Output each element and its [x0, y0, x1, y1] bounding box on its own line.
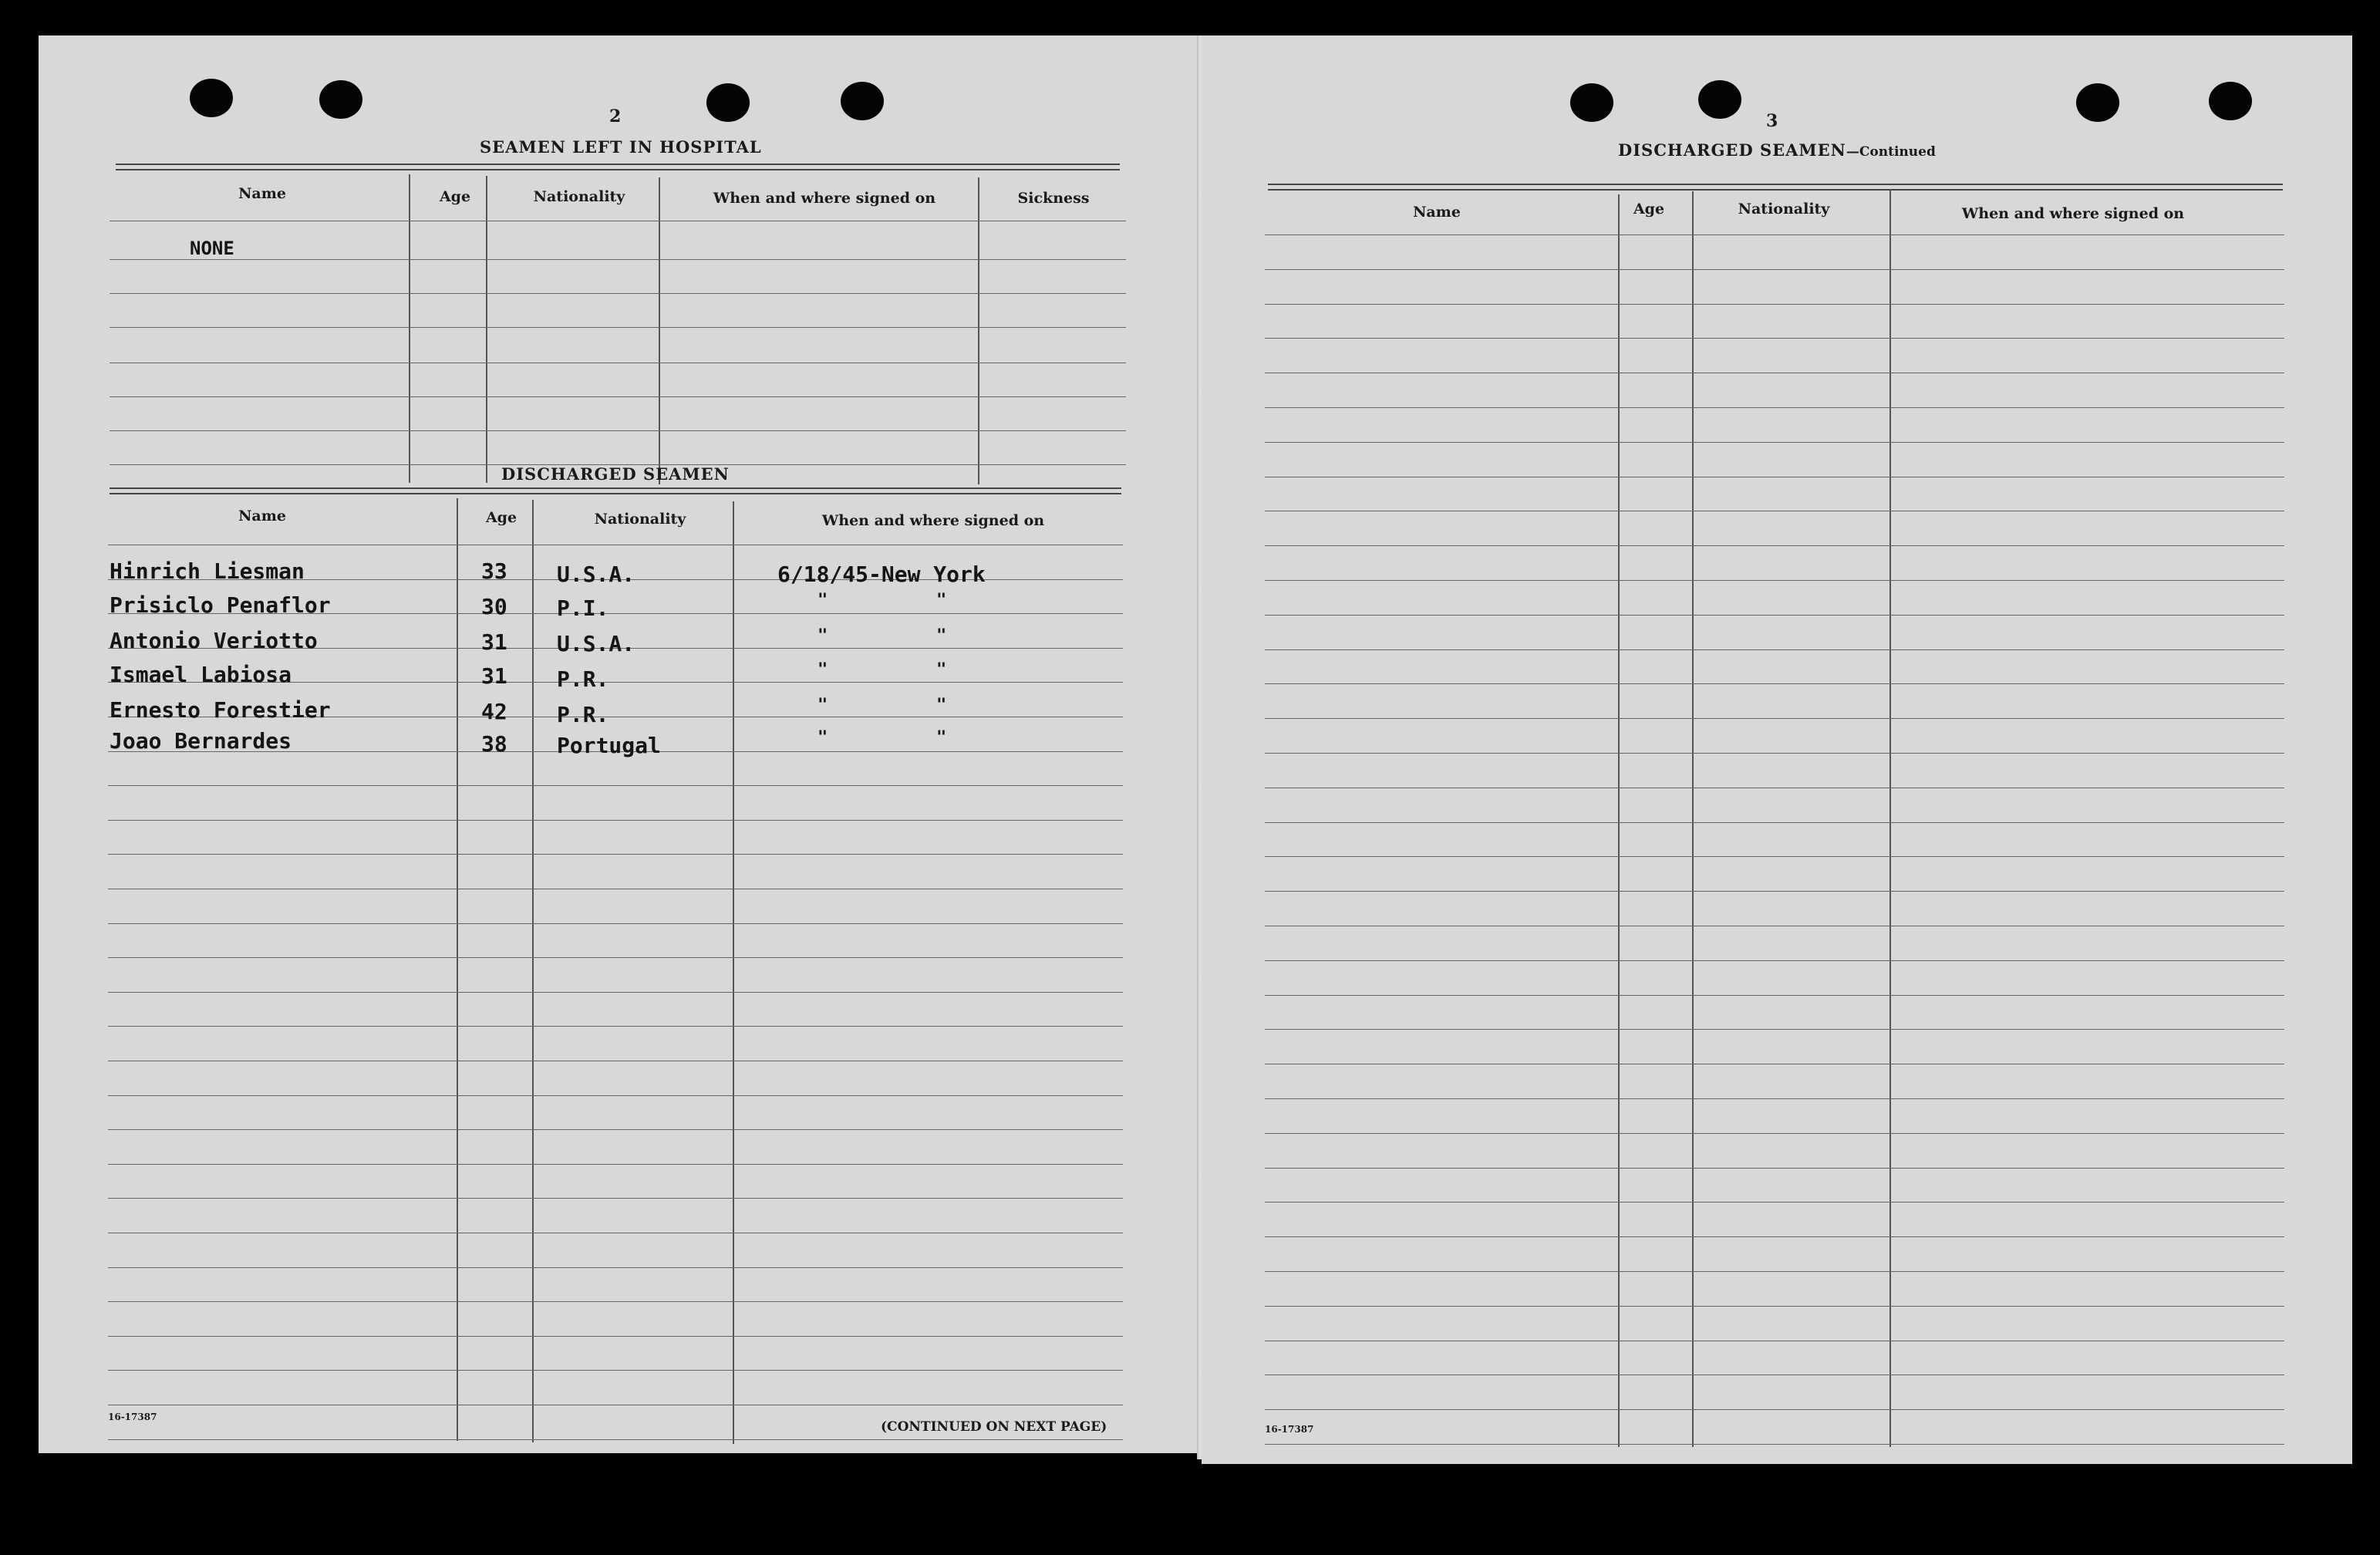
- ditto-mark: ": [936, 626, 947, 646]
- column-header-name: Name: [238, 185, 286, 202]
- hospital-section-title: SEAMEN LEFT IN HOSPITAL: [480, 137, 762, 157]
- column-header-age: Age: [439, 188, 471, 205]
- seaman-nationality: Portugal: [557, 733, 661, 758]
- seaman-name: Joao Bernardes: [110, 728, 292, 754]
- title-text: DISCHARGED SEAMEN: [1618, 140, 1846, 160]
- ruled-line: [1265, 1098, 2284, 1099]
- punch-hole: [2209, 82, 2252, 120]
- seaman-age: 33: [481, 558, 507, 584]
- ruled-line: [108, 1198, 1123, 1199]
- column-divider: [978, 177, 979, 484]
- seaman-name: Hinrich Liesman: [110, 558, 305, 584]
- column-header-sickness: Sickness: [1017, 190, 1090, 207]
- left-page: [39, 35, 1202, 1453]
- ruled-line: [1265, 1133, 2284, 1134]
- ditto-mark: ": [936, 660, 947, 680]
- column-divider: [486, 176, 487, 483]
- double-rule: [116, 164, 1120, 170]
- ruled-line: [1265, 545, 2284, 546]
- ruled-line: [1265, 1444, 2284, 1445]
- seaman-nationality: P.R.: [557, 666, 609, 692]
- form-number: 16-17387: [1265, 1424, 1314, 1435]
- punch-hole: [1570, 83, 1613, 122]
- column-divider: [659, 177, 660, 484]
- ditto-mark: ": [936, 591, 947, 610]
- page-number: 3: [1766, 111, 1778, 131]
- column-divider: [1618, 194, 1620, 1447]
- punch-hole: [2076, 83, 2119, 122]
- ditto-mark: ": [936, 696, 947, 715]
- seaman-age: 38: [481, 731, 507, 757]
- ruled-line: [108, 1370, 1123, 1371]
- ruled-line: [1265, 822, 2284, 823]
- column-divider: [457, 498, 458, 1441]
- form-number: 16-17387: [108, 1412, 157, 1422]
- ruled-line: [1265, 753, 2284, 754]
- continued-note: (CONTINUED ON NEXT PAGE): [881, 1419, 1107, 1435]
- ruled-line: [1265, 304, 2284, 305]
- ruled-line: [110, 327, 1126, 328]
- punch-hole: [319, 80, 362, 119]
- seaman-signed-on: 6/18/45-New York: [777, 562, 986, 587]
- ditto-mark: ": [936, 728, 947, 747]
- ruled-line: [108, 1336, 1123, 1337]
- seaman-nationality: U.S.A.: [557, 562, 635, 587]
- punch-hole: [706, 83, 750, 122]
- seaman-name: Ernesto Forestier: [110, 697, 331, 723]
- column-header-nationality: Nationality: [1738, 201, 1830, 218]
- column-divider: [1890, 190, 1891, 1447]
- ruled-line: [108, 820, 1123, 821]
- ruled-line: [1265, 1202, 2284, 1203]
- ruled-line: [1265, 1236, 2284, 1237]
- column-header-nationality: Nationality: [533, 188, 625, 205]
- ditto-mark: ": [817, 660, 828, 680]
- ruled-line: [110, 259, 1126, 260]
- right-page: [1202, 35, 2352, 1464]
- ruled-line: [1265, 960, 2284, 961]
- ruled-line: [110, 293, 1126, 294]
- ruled-line: [108, 1301, 1123, 1302]
- ruled-line: [1265, 891, 2284, 892]
- ruled-line: [108, 1267, 1123, 1268]
- column-header-name: Name: [238, 508, 286, 525]
- ruled-line: [1265, 407, 2284, 408]
- ruled-line: [108, 957, 1123, 958]
- ruled-line: [108, 992, 1123, 993]
- ruled-line: [108, 854, 1123, 855]
- ruled-line: [1265, 1168, 2284, 1169]
- ruled-line: [108, 923, 1123, 924]
- seaman-name: Antonio Veriotto: [110, 628, 318, 653]
- ruled-line: [1265, 615, 2284, 616]
- ruled-line: [1265, 234, 2284, 235]
- seaman-nationality: U.S.A.: [557, 631, 635, 656]
- ruled-line: [1265, 856, 2284, 857]
- column-header-signed-on: When and where signed on: [1961, 205, 2185, 222]
- page-number: 2: [609, 106, 622, 126]
- column-header-signed-on: When and where signed on: [713, 190, 936, 207]
- seaman-age: 42: [481, 699, 507, 724]
- discharged-continued-title: [1618, 140, 1936, 160]
- ruled-line: [1265, 718, 2284, 719]
- punch-hole: [1698, 80, 1741, 119]
- seaman-age: 31: [481, 629, 507, 655]
- ruled-line: [1265, 269, 2284, 270]
- ruled-line: [110, 430, 1126, 431]
- punch-hole: [841, 82, 884, 120]
- seaman-name: Ismael Labiosa: [110, 662, 292, 687]
- double-rule: [110, 487, 1121, 494]
- ruled-line: [1265, 442, 2284, 443]
- ruled-line: [108, 1095, 1123, 1096]
- column-header-age: Age: [485, 509, 517, 526]
- ditto-mark: ": [817, 591, 828, 610]
- ditto-mark: ": [817, 626, 828, 646]
- ruled-line: [108, 1026, 1123, 1027]
- seaman-nationality: P.R.: [557, 702, 609, 727]
- column-header-name: Name: [1413, 204, 1461, 221]
- hospital-entry: NONE: [190, 238, 234, 259]
- ruled-line: [1265, 338, 2284, 339]
- ruled-line: [108, 1439, 1123, 1440]
- ruled-line: [108, 785, 1123, 786]
- seaman-age: 30: [481, 594, 507, 619]
- ruled-line: [108, 1164, 1123, 1165]
- ruled-line: [1265, 649, 2284, 650]
- column-header-nationality: Nationality: [594, 511, 686, 528]
- column-divider: [733, 501, 734, 1444]
- ruled-line: [108, 1129, 1123, 1130]
- ruled-line: [1265, 1029, 2284, 1030]
- ruled-line: [1265, 995, 2284, 996]
- column-header-age: Age: [1633, 201, 1665, 218]
- ditto-mark: ": [817, 728, 828, 747]
- ditto-mark: ": [817, 696, 828, 715]
- ruled-line: [1265, 1306, 2284, 1307]
- column-header-signed-on: When and where signed on: [821, 512, 1045, 529]
- ruled-line: [1265, 1409, 2284, 1410]
- double-rule: [1268, 184, 2283, 191]
- seaman-nationality: P.I.: [557, 595, 609, 621]
- seaman-age: 31: [481, 663, 507, 689]
- column-divider: [1692, 191, 1694, 1447]
- ruled-line: [1265, 1271, 2284, 1272]
- seaman-name: Prisiclo Penaflor: [110, 592, 331, 618]
- ruled-line: [1265, 580, 2284, 581]
- ruled-line: [1265, 683, 2284, 684]
- ruled-line: [110, 396, 1126, 397]
- discharged-section-title: DISCHARGED SEAMEN: [501, 464, 730, 484]
- punch-hole: [190, 79, 233, 117]
- title-suffix: —Continued: [1846, 144, 1936, 160]
